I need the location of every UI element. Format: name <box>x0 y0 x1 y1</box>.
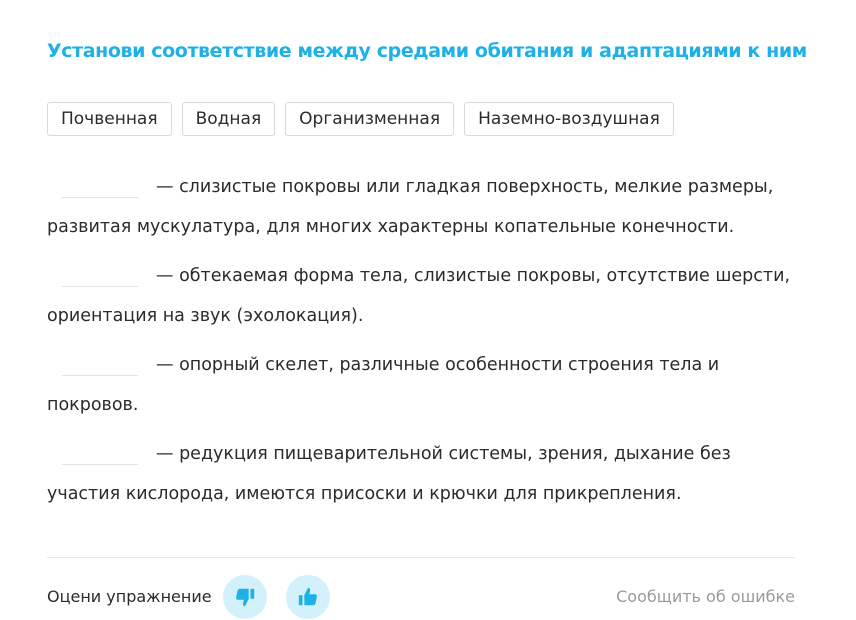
report-error-link[interactable]: Сообщить об ошибке <box>616 587 795 606</box>
thumbs-up-icon <box>297 586 319 608</box>
answer-drop-slot[interactable] <box>62 347 138 376</box>
matching-item <box>47 345 807 425</box>
matching-item <box>47 167 807 247</box>
like-button[interactable] <box>286 575 330 619</box>
matching-items <box>47 167 807 523</box>
matching-item <box>47 434 807 514</box>
item-text: — обтекаемая форма тела, слизистые покровы, отсутствие шерсти, ориентация на звук (эхолокация). <box>47 266 791 326</box>
matching-item <box>47 256 807 336</box>
option-chip-land-air[interactable]: Наземно-воздушная <box>464 102 674 136</box>
footer-divider <box>47 557 795 558</box>
item-text: — редукция пищеварительной системы, зрения, дыхание без участия кислорода, имеются присоски и крючки для прикрепления. <box>47 444 731 504</box>
answer-options <box>47 102 674 136</box>
item-text: — опорный скелет, различные особенности строения тела и покровов. <box>47 355 720 415</box>
option-chip-organism[interactable]: Организменная <box>285 102 454 136</box>
answer-drop-slot[interactable] <box>62 436 138 465</box>
rate-exercise-label: Оцени упражнение <box>47 587 212 606</box>
option-chip-soil[interactable]: Почвенная <box>47 102 172 136</box>
dislike-button[interactable] <box>223 575 267 619</box>
item-text: — слизистые покровы или гладкая поверхность, мелкие размеры, развитая мускулатура, для многих характерны копательные конечности. <box>47 177 774 237</box>
option-chip-water[interactable]: Водная <box>182 102 276 136</box>
answer-drop-slot[interactable] <box>62 258 138 287</box>
exercise-title: Установи соответствие между средами обитания и адаптациями к ним <box>47 40 807 62</box>
answer-drop-slot[interactable] <box>62 169 138 198</box>
thumbs-down-icon <box>234 586 256 608</box>
